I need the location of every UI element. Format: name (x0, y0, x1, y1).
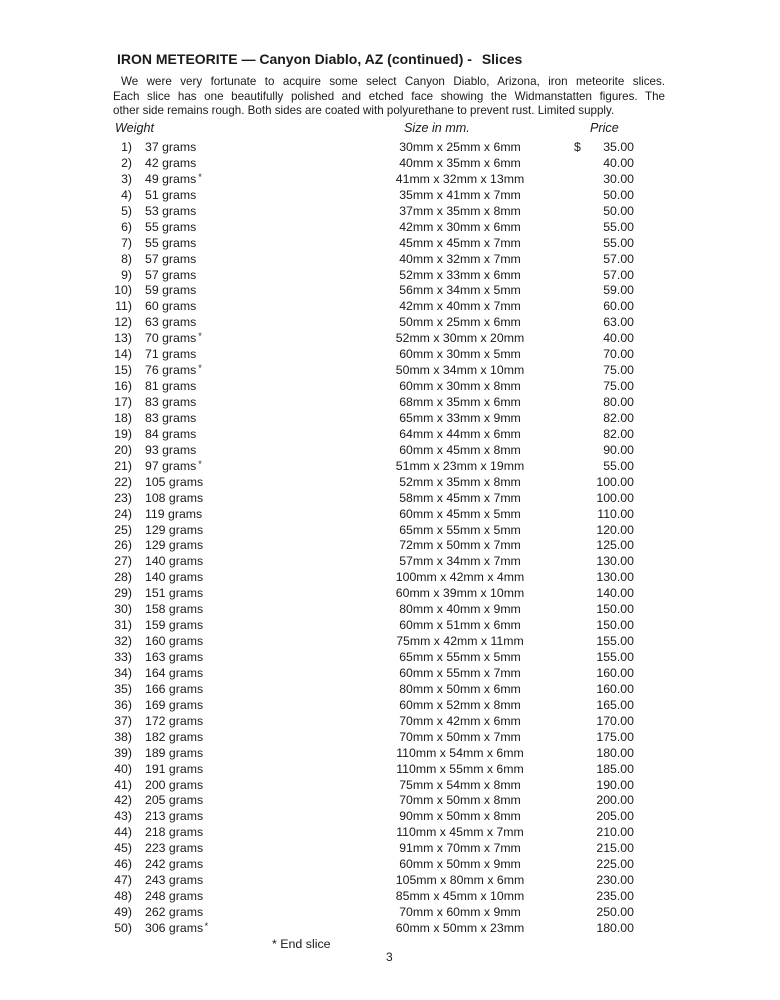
item-price: 82.00 (603, 410, 634, 425)
item-number: 19) (114, 426, 132, 441)
slice-row (0, 730, 780, 746)
slice-row (0, 682, 780, 698)
slice-row (0, 220, 780, 236)
item-price: 57.00 (603, 267, 634, 282)
slice-row (0, 666, 780, 682)
item-price: 200.00 (596, 793, 634, 808)
item-price: 59.00 (603, 283, 634, 298)
item-number: 14) (114, 347, 132, 362)
item-weight: 105 grams (145, 474, 204, 489)
item-weight: 182 grams (145, 729, 204, 744)
title-text: IRON METEORITE — Canyon Diablo, AZ (continued) (117, 51, 464, 67)
intro-paragraph (113, 75, 665, 119)
item-price: 55.00 (603, 235, 634, 250)
item-price: 82.00 (603, 426, 634, 441)
item-size: 52mm x 30mm x 20mm (395, 331, 525, 346)
slice-row (0, 395, 780, 411)
size-column-header: Size in mm. (404, 121, 470, 135)
item-size: 70mm x 50mm x 7mm (399, 729, 521, 744)
item-weight: 163 grams (145, 650, 204, 664)
slice-row (0, 746, 780, 762)
slice-row (0, 857, 780, 873)
item-weight: 83 grams (145, 410, 197, 425)
intro-line: Each slice has one beautifully polished and etched face showing the Widmanstatten figures. The (113, 89, 665, 103)
currency-symbol: $ (574, 140, 581, 154)
item-number: 39) (114, 745, 132, 760)
intro-line: We were very fortunate to acquire some select Canyon Diablo, Arizona, iron meteorite slices. (121, 75, 665, 88)
slice-row (0, 475, 780, 491)
item-size: 60mm x 39mm x 10mm (395, 586, 525, 601)
slice-list (0, 140, 780, 937)
slice-row (0, 809, 780, 825)
item-number: 9) (121, 267, 132, 282)
item-size: 75mm x 54mm x 8mm (399, 777, 521, 792)
slice-row (0, 825, 780, 841)
item-number: 26) (114, 538, 132, 553)
slice-row (0, 507, 780, 523)
item-number: 18) (114, 410, 132, 425)
slice-row (0, 156, 780, 172)
item-size: 37mm x 35mm x 8mm (399, 203, 521, 218)
item-price: 210.00 (596, 825, 634, 840)
slice-row (0, 299, 780, 315)
title-slices: Slices (481, 51, 523, 67)
item-price: 215.00 (596, 841, 634, 856)
item-price: 50.00 (603, 203, 634, 218)
item-size: 60mm x 30mm x 5mm (399, 347, 521, 362)
item-price: 205.00 (596, 809, 634, 824)
item-size: 80mm x 50mm x 6mm (399, 681, 521, 696)
item-price: 180.00 (596, 920, 634, 935)
item-number: 50) (114, 920, 132, 935)
slice-row (0, 538, 780, 554)
item-weight: 242 grams (145, 857, 204, 872)
item-weight: 306 grams (145, 920, 204, 935)
item-size: 51mm x 23mm x 19mm (395, 458, 525, 473)
item-number: 22) (114, 474, 132, 489)
item-number: 42) (114, 793, 132, 808)
slice-row (0, 778, 780, 794)
item-price: 50.00 (603, 187, 634, 202)
item-size: 100mm x 42mm x 4mm (395, 570, 525, 585)
item-size: 42mm x 40mm x 7mm (399, 299, 521, 314)
item-size: 91mm x 70mm x 7mm (399, 841, 521, 856)
title-dash: - (467, 51, 472, 67)
item-number: 44) (114, 825, 132, 840)
item-number: 35) (114, 681, 132, 696)
item-size: 42mm x 30mm x 6mm (399, 219, 521, 234)
item-price: 190.00 (596, 777, 634, 792)
slice-row (0, 283, 780, 299)
item-number: 6) (121, 219, 132, 234)
slice-row (0, 252, 780, 268)
item-weight: 59 grams (145, 283, 197, 298)
item-number: 40) (114, 761, 132, 776)
item-number: 29) (114, 586, 132, 601)
item-weight: 140 grams (145, 570, 204, 585)
item-number: 24) (114, 506, 132, 521)
item-size: 90mm x 50mm x 8mm (399, 809, 521, 824)
item-weight: 55 grams (145, 235, 197, 250)
item-weight: 248 grams (145, 889, 204, 904)
slice-row (0, 491, 780, 507)
item-weight: 57 grams (145, 251, 197, 266)
item-number: 11) (115, 299, 132, 314)
item-number: 5) (121, 203, 132, 218)
slice-row (0, 873, 780, 889)
item-weight: 129 grams (145, 522, 204, 537)
item-number: 23) (114, 490, 132, 505)
slice-row (0, 363, 780, 379)
item-size: 65mm x 55mm x 5mm (399, 522, 521, 537)
slice-row (0, 762, 780, 778)
slice-row (0, 315, 780, 331)
slice-row (0, 459, 780, 475)
item-weight: 213 grams (145, 809, 204, 824)
item-number: 48) (114, 889, 132, 904)
item-price: 60.00 (603, 299, 634, 314)
item-weight: 81 grams (145, 379, 197, 394)
item-weight: 71 grams (145, 347, 197, 362)
page-title (117, 51, 522, 67)
item-number: 20) (114, 442, 132, 457)
item-weight: 140 grams (145, 554, 204, 569)
item-weight: 83 grams (145, 395, 197, 409)
item-price: 140.00 (596, 586, 634, 601)
item-size: 45mm x 45mm x 7mm (399, 235, 521, 250)
slice-row (0, 268, 780, 284)
item-number: 38) (114, 729, 132, 744)
item-price: 35.00 (603, 140, 634, 154)
item-weight: 42 grams (145, 155, 197, 170)
item-size: 65mm x 55mm x 5mm (399, 650, 521, 664)
item-weight: 129 grams (145, 538, 204, 553)
item-size: 60mm x 55mm x 7mm (399, 665, 521, 680)
item-size: 105mm x 80mm x 6mm (395, 873, 525, 888)
item-price: 100.00 (596, 474, 634, 489)
item-size: 40mm x 32mm x 7mm (399, 251, 521, 266)
item-size: 57mm x 34mm x 7mm (399, 554, 521, 569)
item-size: 50mm x 25mm x 6mm (399, 315, 521, 330)
item-number: 36) (114, 697, 132, 712)
item-weight: 160 grams (145, 634, 204, 649)
slice-row (0, 172, 780, 188)
item-weight: 205 grams (145, 793, 204, 808)
item-size: 40mm x 35mm x 6mm (399, 155, 521, 170)
slice-row (0, 793, 780, 809)
item-price: 150.00 (596, 618, 634, 633)
item-number: 25) (114, 522, 132, 537)
item-price: 155.00 (596, 650, 634, 664)
item-weight: 172 grams (145, 713, 204, 728)
slice-row (0, 204, 780, 220)
item-price: 160.00 (596, 681, 634, 696)
item-weight: 169 grams (145, 697, 204, 712)
item-price: 155.00 (596, 634, 634, 649)
item-price: 40.00 (603, 331, 634, 346)
item-weight: 51 grams (145, 187, 197, 202)
item-number: 46) (114, 857, 132, 872)
item-number: 12) (114, 315, 132, 330)
end-slice-marker: * (204, 920, 209, 931)
item-price: 100.00 (596, 490, 634, 505)
page-number: 3 (386, 950, 393, 964)
item-weight: 243 grams (145, 873, 204, 888)
item-size: 60mm x 45mm x 5mm (399, 506, 521, 521)
item-price: 165.00 (596, 697, 634, 712)
item-size: 52mm x 35mm x 8mm (399, 474, 521, 489)
item-weight: 200 grams (145, 777, 204, 792)
item-weight: 223 grams (145, 841, 204, 856)
item-price: 235.00 (596, 889, 634, 904)
slice-row (0, 140, 780, 156)
item-weight: 189 grams (145, 745, 204, 760)
item-price: 130.00 (596, 554, 634, 569)
slice-row (0, 347, 780, 363)
item-price: 75.00 (603, 363, 634, 378)
item-weight: 49 grams (145, 171, 197, 186)
item-price: 70.00 (603, 347, 634, 362)
slice-row (0, 714, 780, 730)
item-number: 27) (114, 554, 132, 569)
item-size: 60mm x 50mm x 9mm (399, 857, 521, 872)
end-slice-marker: * (198, 363, 202, 374)
item-size: 75mm x 42mm x 11mm (396, 634, 524, 649)
item-weight: 60 grams (145, 299, 197, 314)
slice-row (0, 618, 780, 634)
item-size: 110mm x 55mm x 6mm (396, 761, 524, 776)
item-number: 3) (121, 171, 132, 186)
slice-row (0, 602, 780, 618)
item-size: 68mm x 35mm x 6mm (399, 395, 521, 409)
slice-row (0, 586, 780, 602)
item-price: 55.00 (603, 219, 634, 234)
item-size: 35mm x 41mm x 7mm (399, 187, 521, 202)
item-price: 57.00 (603, 251, 634, 266)
slice-row (0, 650, 780, 666)
item-price: 170.00 (596, 713, 634, 728)
slice-row (0, 331, 780, 347)
item-size: 60mm x 45mm x 8mm (399, 442, 521, 457)
item-weight: 191 grams (145, 761, 204, 776)
item-price: 130.00 (596, 570, 634, 585)
item-size: 60mm x 51mm x 6mm (399, 618, 521, 633)
end-slice-marker: * (198, 458, 202, 469)
item-number: 13) (114, 331, 132, 346)
item-size: 60mm x 30mm x 8mm (399, 379, 521, 394)
item-size: 80mm x 40mm x 9mm (399, 602, 521, 617)
item-weight: 218 grams (145, 825, 204, 840)
item-weight: 76 grams (145, 363, 197, 378)
item-weight: 108 grams (145, 490, 204, 505)
item-price: 175.00 (596, 729, 634, 744)
slice-row (0, 411, 780, 427)
item-weight: 166 grams (145, 681, 204, 696)
item-size: 64mm x 44mm x 6mm (399, 426, 521, 441)
item-number: 34) (114, 665, 132, 680)
item-number: 41) (114, 777, 132, 792)
item-price: 40.00 (603, 155, 634, 170)
item-number: 21) (114, 458, 132, 473)
item-size: 52mm x 33mm x 6mm (399, 267, 521, 282)
slice-row (0, 570, 780, 586)
item-price: 110.00 (597, 506, 634, 521)
slice-row (0, 634, 780, 650)
slice-row (0, 523, 780, 539)
item-price: 120.00 (596, 522, 634, 537)
item-size: 70mm x 50mm x 8mm (399, 793, 521, 808)
item-number: 8) (121, 251, 132, 266)
item-size: 60mm x 52mm x 8mm (399, 697, 521, 712)
item-weight: 53 grams (145, 203, 197, 218)
item-number: 4) (121, 187, 132, 202)
item-weight: 164 grams (145, 665, 204, 680)
item-size: 56mm x 34mm x 5mm (399, 283, 521, 298)
slice-row (0, 905, 780, 921)
item-size: 72mm x 50mm x 7mm (399, 538, 521, 553)
item-weight: 119 grams (145, 506, 203, 521)
item-price: 160.00 (596, 665, 634, 680)
item-number: 49) (114, 905, 132, 919)
item-number: 17) (114, 395, 132, 409)
item-size: 70mm x 42mm x 6mm (399, 713, 521, 728)
slice-row (0, 427, 780, 443)
slice-row (0, 236, 780, 252)
item-price: 180.00 (596, 745, 634, 760)
end-slice-marker: * (198, 171, 202, 182)
item-price: 63.00 (603, 315, 634, 330)
item-weight: 57 grams (145, 267, 197, 282)
item-size: 50mm x 34mm x 10mm (395, 363, 525, 378)
item-price: 185.00 (596, 761, 634, 776)
weight-column-header: Weight (115, 121, 154, 135)
item-size: 85mm x 45mm x 10mm (395, 889, 525, 904)
slice-row (0, 443, 780, 459)
item-size: 30mm x 25mm x 6mm (399, 140, 521, 154)
item-number: 1) (121, 140, 132, 154)
item-number: 15) (114, 363, 132, 378)
item-size: 110mm x 54mm x 6mm (396, 745, 524, 760)
item-size: 60mm x 50mm x 23mm (395, 920, 525, 935)
item-number: 47) (114, 873, 132, 888)
item-weight: 37 grams (145, 140, 197, 154)
item-price: 125.00 (596, 538, 634, 553)
item-number: 2) (121, 155, 132, 170)
slice-row (0, 698, 780, 714)
slice-row (0, 554, 780, 570)
item-weight: 262 grams (145, 905, 204, 919)
item-price: 30.00 (603, 171, 634, 186)
item-weight: 70 grams (145, 331, 197, 346)
item-size: 110mm x 45mm x 7mm (396, 825, 524, 840)
item-number: 28) (114, 570, 132, 585)
item-size: 41mm x 32mm x 13mm (395, 171, 525, 186)
item-number: 37) (114, 713, 132, 728)
item-number: 7) (121, 235, 132, 250)
item-number: 31) (114, 618, 132, 633)
slice-row (0, 889, 780, 905)
item-size: 58mm x 45mm x 7mm (399, 490, 521, 505)
item-weight: 151 grams (145, 586, 204, 601)
slice-row (0, 841, 780, 857)
item-price: 75.00 (603, 379, 634, 394)
item-weight: 63 grams (145, 315, 197, 330)
slice-row (0, 379, 780, 395)
item-number: 45) (114, 841, 132, 856)
item-number: 10) (114, 283, 132, 298)
item-price: 150.00 (596, 602, 634, 617)
item-price: 55.00 (603, 458, 634, 473)
item-weight: 97 grams (145, 458, 197, 473)
item-size: 70mm x 60mm x 9mm (399, 905, 521, 919)
item-number: 32) (114, 634, 132, 649)
item-weight: 84 grams (145, 426, 197, 441)
slice-row (0, 921, 780, 937)
item-size: 65mm x 33mm x 9mm (399, 410, 521, 425)
item-price: 230.00 (596, 873, 634, 888)
footnote: * End slice (272, 937, 331, 951)
item-weight: 93 grams (145, 442, 197, 457)
item-weight: 159 grams (145, 618, 204, 633)
item-number: 30) (114, 602, 132, 617)
item-price: 90.00 (603, 442, 634, 457)
item-number: 16) (114, 379, 132, 394)
item-price: 250.00 (596, 905, 634, 919)
item-price: 80.00 (603, 395, 634, 409)
intro-line: other side remains rough. Both sides are coated with polyurethane to prevent rust. Limited supply. (113, 104, 615, 117)
item-number: 33) (114, 650, 132, 664)
price-column-header: Price (590, 121, 619, 135)
item-weight: 55 grams (145, 219, 197, 234)
item-weight: 158 grams (145, 602, 204, 617)
item-price: 225.00 (596, 857, 634, 872)
end-slice-marker: * (198, 331, 202, 342)
item-number: 43) (114, 809, 132, 824)
slice-row (0, 188, 780, 204)
